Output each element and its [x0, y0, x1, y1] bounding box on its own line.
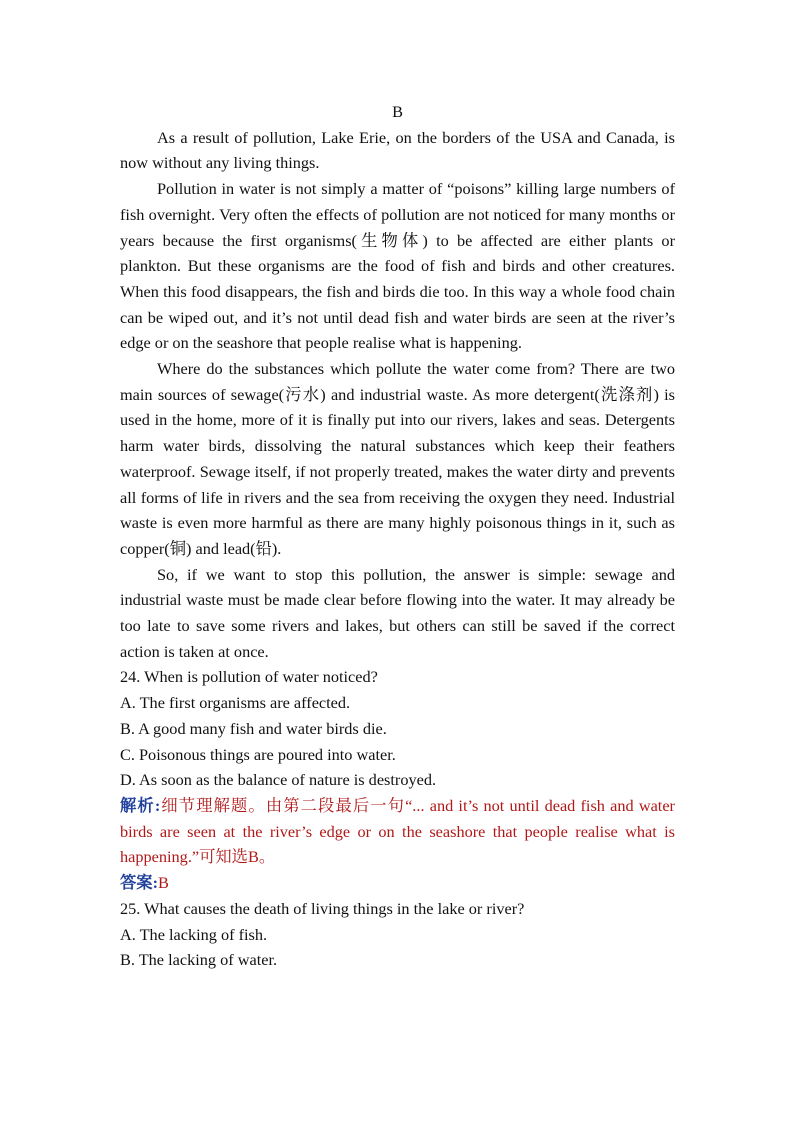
passage-paragraph-3: Where do the substances which pollute the water come from? There are two main sources of sewage(污水) and industrial waste. As more detergent(洗涤剂) is used in the home, more of it is finally put into our rivers, lakes and seas. Detergents harm water birds, dissolving the natural substances which keep their feathers waterproof. Sewage itself, if not properly treated, makes the water dirty and prevents all forms of life in rivers and the sea from receiving the oxygen they need. Industrial waste is even more harmful as there are many highly poisonous things in it, such as copper(铜) and lead(铅). — [120, 359, 675, 558]
passage-paragraph-1: As a result of pollution, Lake Erie, on the borders of the USA and Canada, is now without any living things. — [120, 127, 675, 173]
passage-paragraph-2: Pollution in water is not simply a matter of “poisons” killing large numbers of fish overnight. Very often the effects of pollution are not noticed for many months or years because the first organisms(生物体) to be affected are either plants or plankton. But these organisms are the food of fish and birds and other creatures. When this food disappears, the fish and birds die too. In this way a whole food chain can be wiped out, and it’s not until dead fish and water birds are seen at the river’s edge or on the seashore that people realise what is happening. — [120, 179, 675, 353]
passage-title: B — [392, 102, 403, 121]
q24-analysis — [120, 793, 675, 870]
passage-paragraph-4: So, if we want to stop this pollution, the answer is simple: sewage and industrial waste must be made clear before flowing into the water. It may already be too late to save some rivers and lakes, but others can still be saved if the correct action is taken at once. — [120, 564, 675, 661]
q24-option-b: B. A good many fish and water birds die. — [120, 718, 387, 738]
question-25: 25. What causes the death of living things in the lake or river? — [120, 898, 525, 918]
analysis-text: 细节理解题。由第二段最后一句“... and it’s not until dead fish and water birds are seen at the river’s edge or on the seashore that people realise what is happening.”可知选B。 — [120, 795, 675, 867]
q24-option-a: A. The first organisms are affected. — [120, 693, 351, 713]
answer-label: 答案: — [120, 873, 158, 893]
q24-answer — [120, 870, 675, 896]
q24-option-c: C. Poisonous things are poured into water. — [120, 744, 396, 764]
question-24: 24. When is pollution of water noticed? — [120, 667, 378, 687]
q25-option-b: B. The lacking of water. — [120, 950, 278, 970]
q24-option-d: D. As soon as the balance of nature is destroyed. — [120, 770, 437, 790]
document-page — [120, 99, 675, 973]
answer-value: B — [158, 873, 169, 893]
q25-option-a: A. The lacking of fish. — [120, 924, 268, 944]
analysis-label: 解析: — [120, 795, 161, 815]
